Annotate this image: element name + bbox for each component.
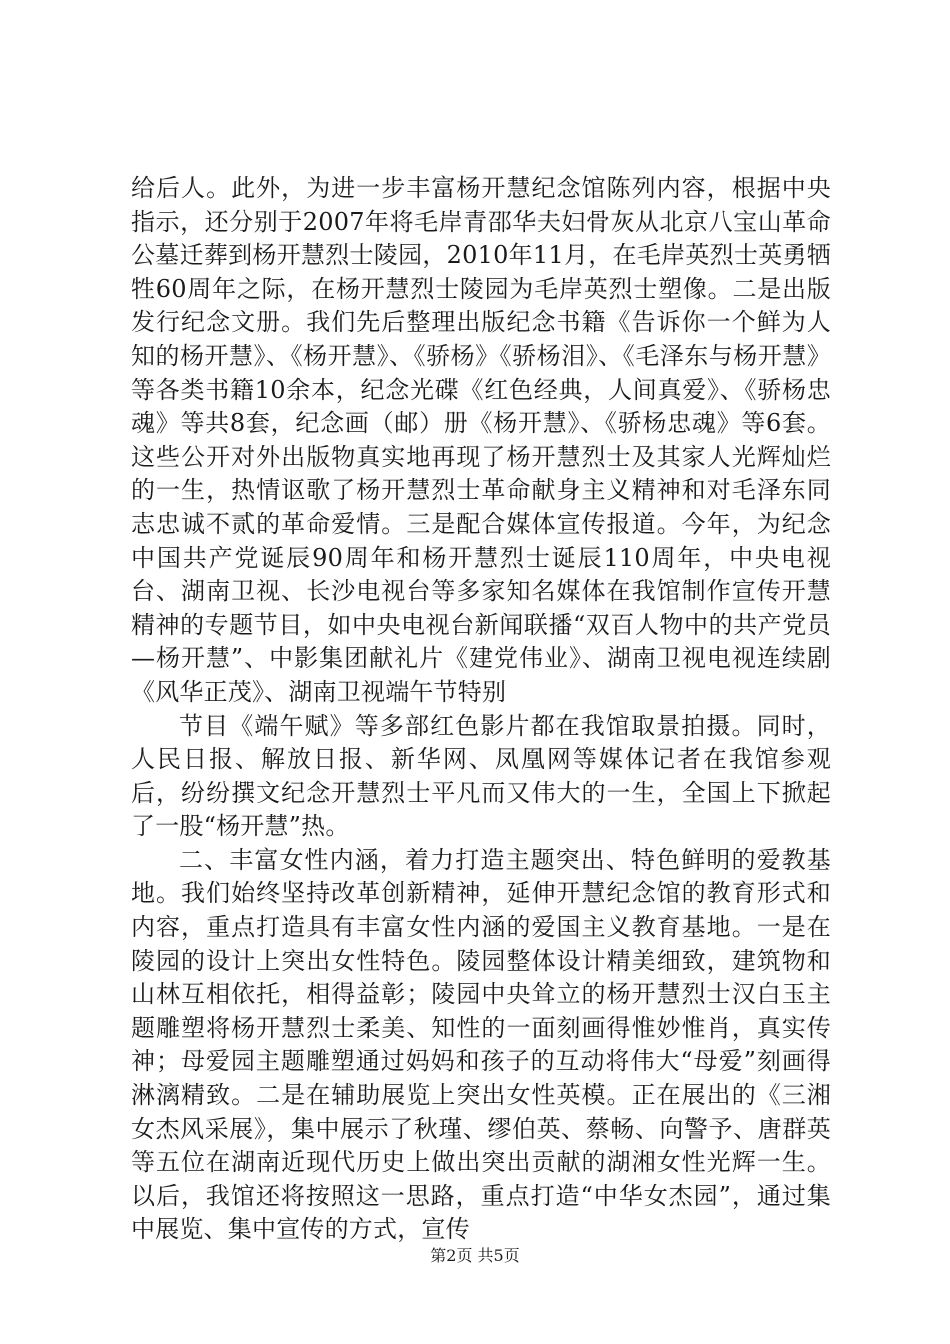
paragraph-2: 节目《端午赋》等多部红色影片都在我馆取景拍摄。同时，人民日报、解放日报、新华网、凤凰网等媒体记者在我馆参观后，纷纷撰文纪念开慧烈士平凡而又伟大的一生，全国上下掀起了一股“杨开慧”热。 <box>131 711 831 841</box>
document-body <box>131 172 831 1247</box>
page-footer <box>0 1243 950 1266</box>
paragraph-3: 二、丰富女性内涵，着力打造主题突出、特色鲜明的爱教基地。我们始终坚持改革创新精神，延伸开慧纪念馆的教育形式和内容，重点打造具有丰富女性内涵的爱国主义教育基地。一是在陵园的设计上突出女性特色。陵园整体设计精美细致，建筑物和山林互相依托，相得益彰；陵园中央耸立的杨开慧烈士汉白玉主题雕塑将杨开慧烈士柔美、知性的一面刻画得惟妙惟肖，真实传神；母爱园主题雕塑通过妈妈和孩子的互动将伟大“母爱”刻画得淋漓精致。二是在辅助展览上突出女性英模。正在展出的《三湘女杰风采展》，集中展示了秋瑾、缪伯英、蔡畅、向警予、唐群英等五位在湖南近现代历史上做出突出贡献的湖湘女性光辉一生。以后，我馆还将按照这一思路，重点打造“中华女杰园”，通过集中展览、集中宣传的方式，宣传 <box>131 845 831 1244</box>
paragraph-1: 给后人。此外，为进一步丰富杨开慧纪念馆陈列内容，根据中央指示，还分别于2007年将毛岸青邵华夫妇骨灰从北京八宝山革命公墓迁葬到杨开慧烈士陵园，2010年11月，在毛岸英烈士英勇牺牲60周年之际，在杨开慧烈士陵园为毛岸英烈士塑像。二是出版发行纪念文册。我们先后整理出版纪念书籍《告诉你一个鲜为人知的杨开慧》、《杨开慧》、《骄杨》《骄杨泪》、《毛泽东与杨开慧》等各类书籍10余本，纪念光碟《红色经典，人间真爱》、《骄杨忠魂》等共8套，纪念画（邮）册《杨开慧》、《骄杨忠魂》等6套。这些公开对外出版物真实地再现了杨开慧烈士及其家人光辉灿烂的一生，热情讴歌了杨开慧烈士革命献身主义精神和对毛泽东同志忠诚不贰的革命爱情。三是配合媒体宣传报道。今年，为纪念中国共产党诞辰90周年和杨开慧烈士诞辰110周年，中央电视台、湖南卫视、长沙电视台等多家知名媒体在我馆制作宣传开慧精神的专题节目，如中央电视台新闻联播“双百人物中的共产党员—杨开慧”、中影集团献礼片《建党伟业》、湖南卫视电视连续剧《风华正茂》、湖南卫视端午节特别 <box>131 174 831 706</box>
page-number-label: 第2页 共5页 <box>430 1246 520 1265</box>
